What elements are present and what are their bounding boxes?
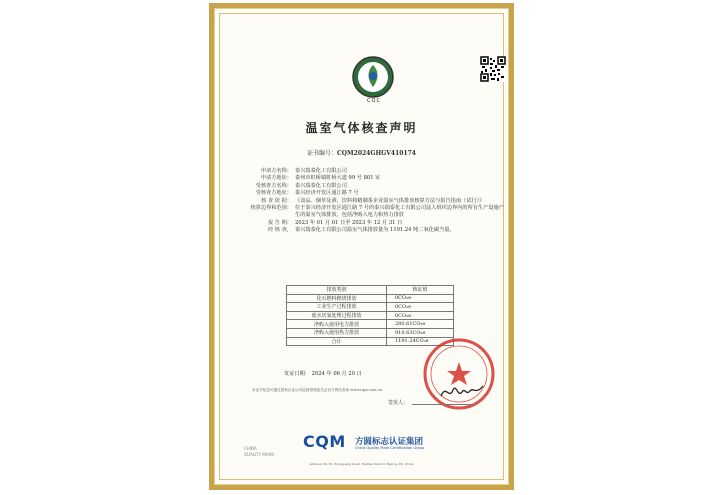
info-fields [236,168,506,235]
table-cell: 280.61CO₂e [387,320,454,329]
footer-address: Address: No.33, Zengguang Road, Haidian District, Beijing, P.R. China [309,462,414,466]
field-value: 泰兴瑞泰化工有限公司 [295,182,347,189]
field-label: 申请方名称： [260,168,292,174]
issue-date-value: 2024 年 06 月 20 日 [311,371,362,377]
field-label: 受核查方地址： [255,190,292,197]
field-label: 申请方地址： [260,175,292,182]
table-cell: 0CO₂e [387,311,454,320]
field-row [236,205,506,220]
table-cell: 1191.24CO₂e [387,337,454,346]
signature-icon [438,380,486,402]
table-row [287,320,454,329]
brand-name: 方圆标志认证集团 [355,437,424,447]
field-row [236,227,506,234]
signer-label: 签发人： [388,400,409,406]
table-cell: 废水厌氧处理过程排放 [287,311,387,320]
table-header: 核证值 [387,286,454,295]
field-value: 泰州市虹桥镇虹桥大道 99 号 801 室 [295,175,381,182]
certificate [209,3,514,490]
field-row [236,175,506,182]
table-row [287,303,454,312]
field-value: 泰兴瑞泰化工有限公司 [295,168,347,174]
field-value: 位于泰兴经济开发区通江路 7 号的泰兴瑞泰化工有限公司法人组织边界内的所有生产设施产生的温室气体排放，包括净购入电力和热力排放 [295,205,504,219]
table-header-row [287,286,454,295]
table-header: 排放类别 [287,286,387,295]
china-label: CHINA [244,446,257,451]
brand-name-en: China Quality Mark Certification Group [355,446,425,450]
table-row [287,311,454,320]
field-label: 报 告 期： [267,219,292,226]
issue-date [266,370,362,377]
signature-line [412,404,472,405]
qr-code-icon [480,56,506,82]
table-cell: 910.63CO₂e [387,328,454,337]
field-value: 《食品、烟草及酒、饮料和精制茶企业温室气体排放核算方法与报告指南（试行）》 [295,197,485,204]
certificate-number [214,148,509,157]
field-label: 经 核 查， [267,227,292,234]
china-sub-label: QUALITY MARK [244,452,274,457]
table-cell: 0CO₂e [387,303,454,312]
field-value: 泰兴经济开发区通江路 7 号 [295,190,359,197]
emblem-label: CQC [367,98,381,104]
cert-number-value: CQM2024GHGV410174 [337,150,416,157]
table-cell: 工业生产过程排放 [287,303,387,312]
field-label: 核算边界和范围： [250,205,292,212]
table-row [287,294,454,303]
field-label: 受核查方名称： [255,182,292,189]
table-cell: 合计 [287,337,387,346]
field-row [236,190,506,197]
issue-date-label: 发证日期： [284,371,310,377]
table-cell: 净购入使用热力排放 [287,328,387,337]
table-cell: 净购入使用电力排放 [287,320,387,329]
verification-note: 本证书信息可通过国家认证认可监督管理委员会官方网站查询 www.cqm.com.cn [252,388,383,392]
table-cell: 化石燃料燃烧排放 [287,294,387,303]
certificate-title: 温室气体核查声明 [305,121,418,135]
field-value: 2023 年 01 月 01 日至 2023 年 12 月 31 日 [295,219,403,226]
field-value: 泰兴瑞泰化工有限公司温室气体排放量为 1191.24 吨二氧化碳当量。 [295,227,455,234]
china-quality-mark [244,446,274,458]
cert-number-label: 证书编号： [307,150,338,157]
emblem-icon [351,55,395,99]
table-cell: 0CO₂e [387,294,454,303]
field-row [236,198,506,205]
field-label: 核 查 依 据： [261,197,292,204]
brand-logo: CQM [303,432,346,451]
